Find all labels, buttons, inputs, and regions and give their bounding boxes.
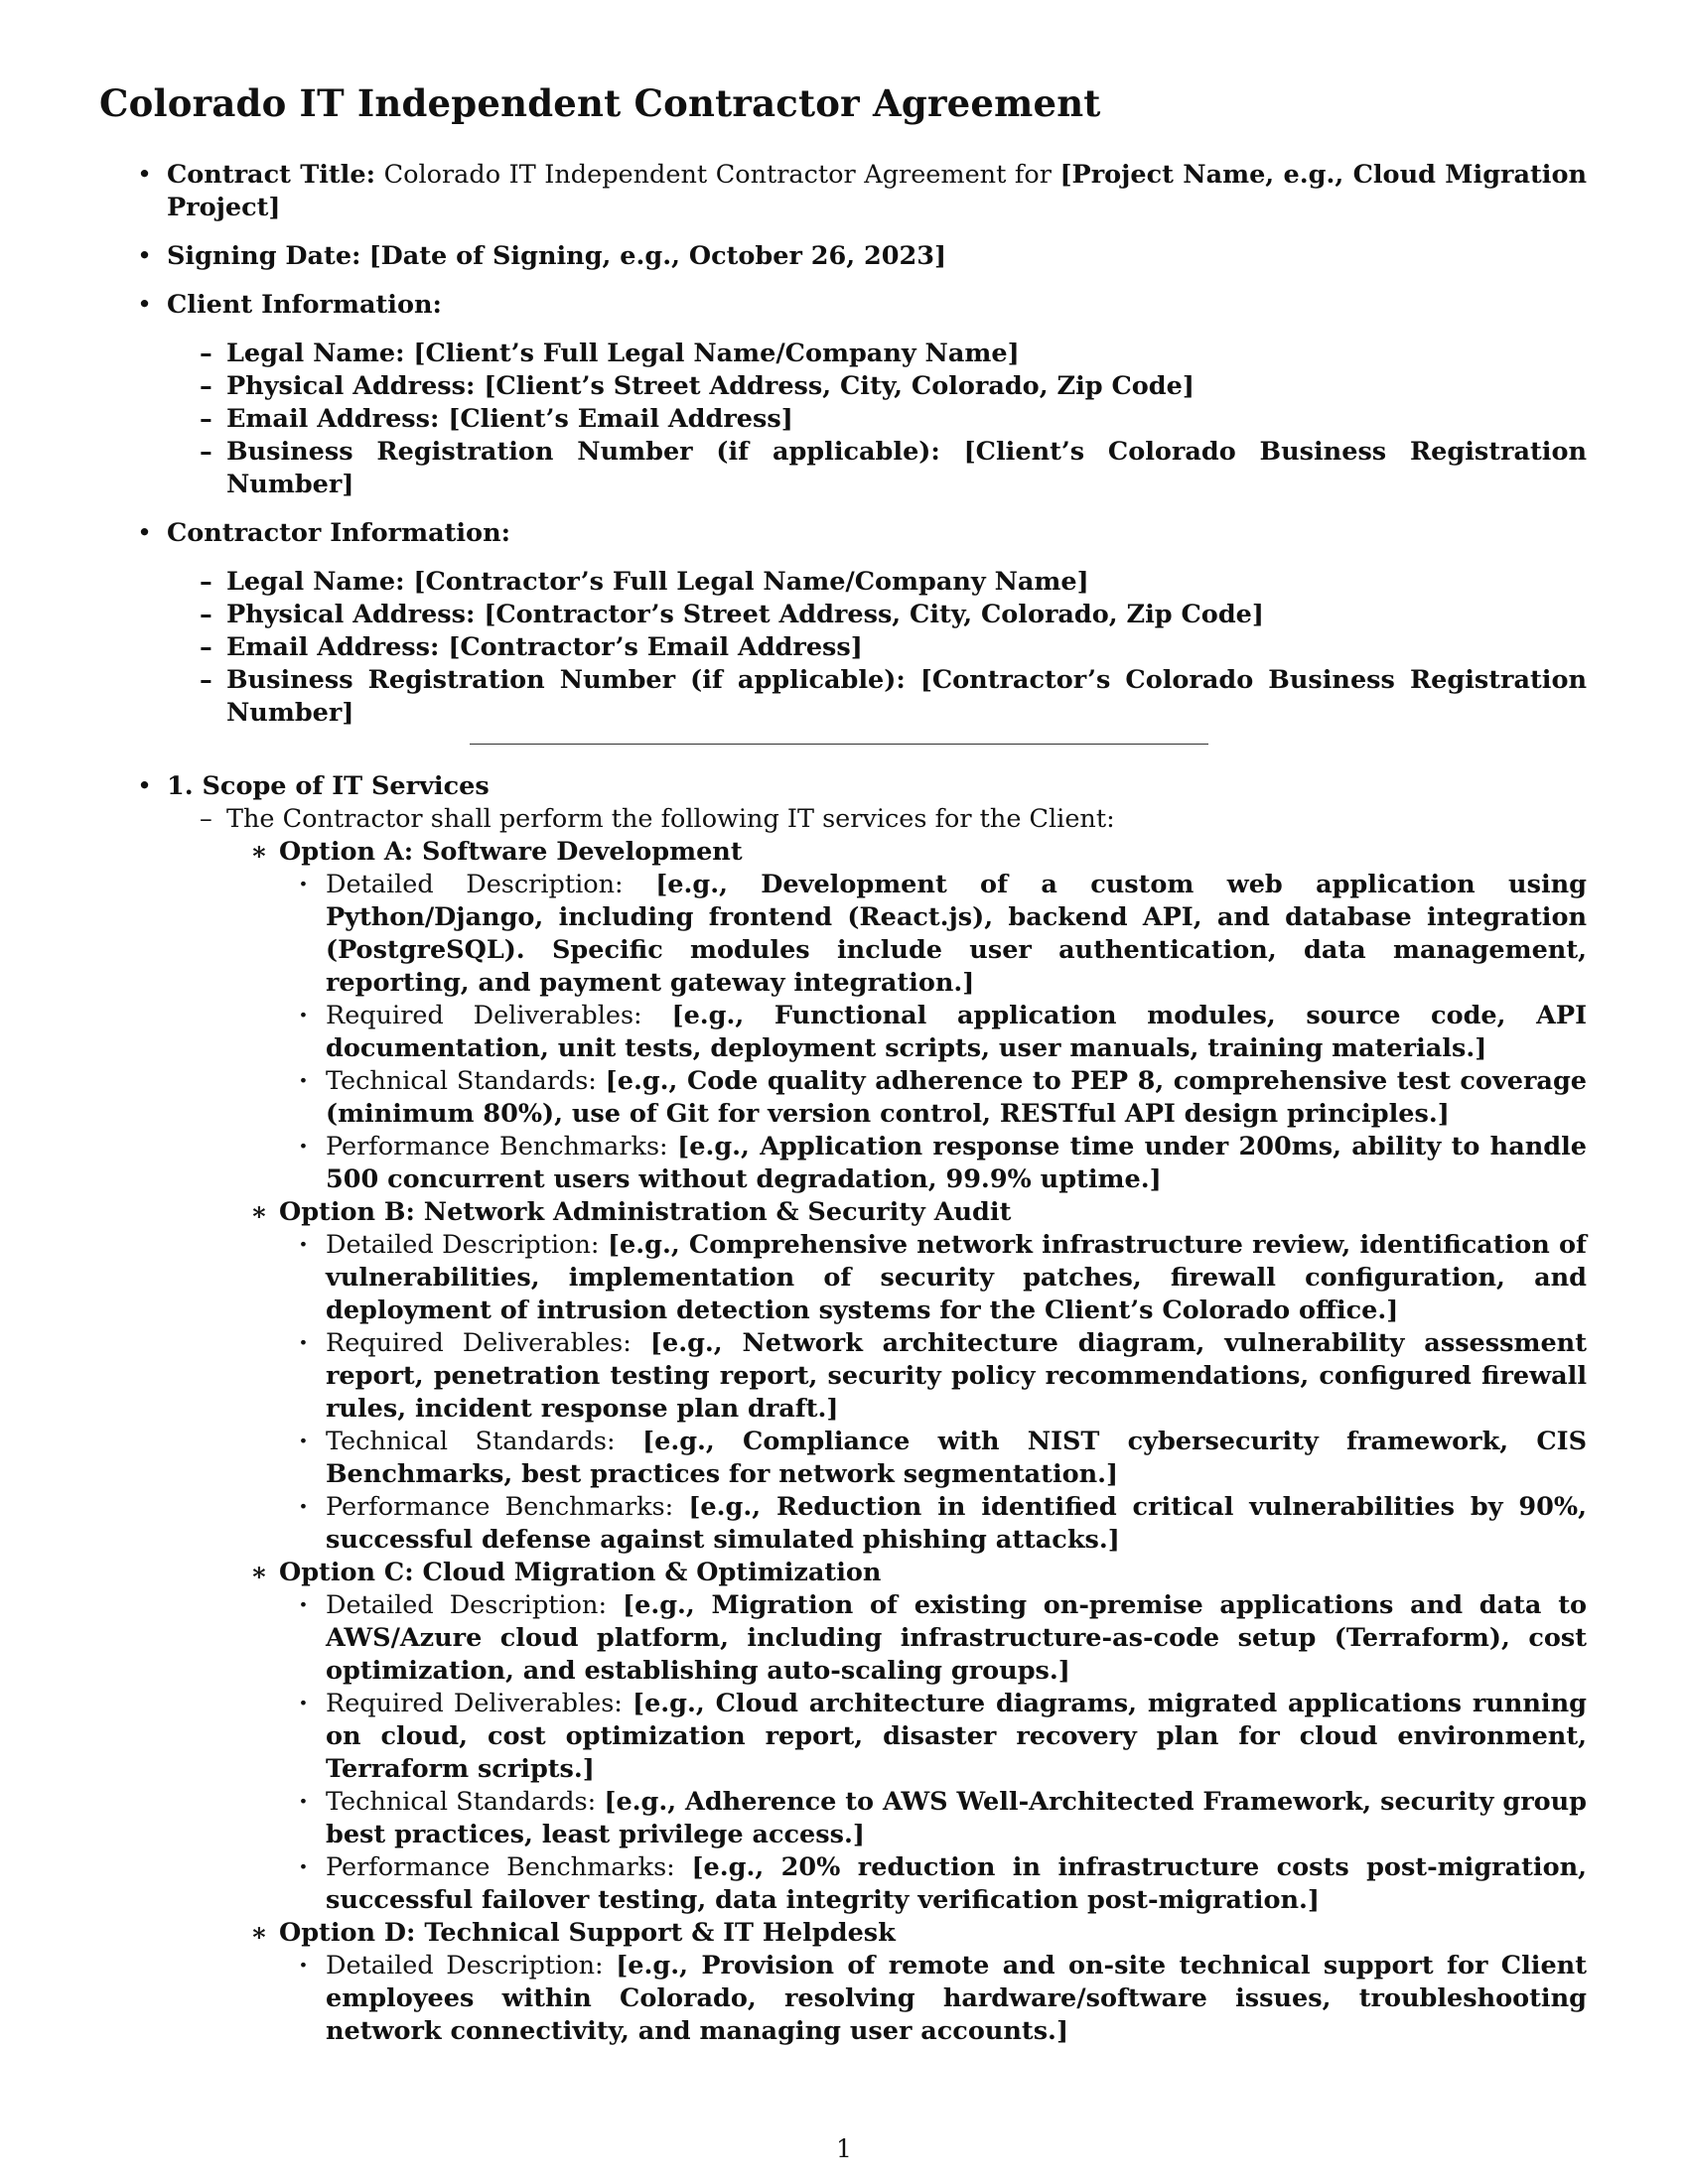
field-value: [e.g., Application response time under 200ms, ability to handle 500 concurrent users without degradation, 99.9% uptime.] <box>326 1132 1587 1194</box>
client-email-address <box>226 403 1587 436</box>
contractor-address-value: [Contractor’s Street Address, City, Colorado, Zip Code] <box>484 600 1264 629</box>
field-label: Performance Benchmarks: <box>326 1132 668 1161</box>
field-label: Required Deliverables: <box>326 1001 642 1030</box>
field-value: [e.g., Compliance with NIST cybersecurity framework, CIS Benchmarks, best practices for network segmentation.] <box>326 1427 1587 1489</box>
field-value: [e.g., Development of a custom web application using Python/Django, including frontend (React.js), backend API, and database integration (PostgreSQL). Specific modules include user authentication, data management, reporting, and payment gateway integration.] <box>326 870 1588 998</box>
contractor-business-registration <box>226 664 1587 730</box>
field-value: [e.g., 20% reduction in infrastructure costs post-migration, successful failover testing, data integrity verification post-migration.] <box>326 1852 1588 1915</box>
field-value: [e.g., Adherence to AWS Well-Architected Framework, security group best practices, least privilege access.] <box>326 1787 1588 1849</box>
client-info-item <box>167 289 1587 322</box>
client-business-registration <box>226 436 1587 501</box>
option-b-description <box>326 1229 1587 1327</box>
contract-title-text: Colorado IT Independent Contractor Agreement for <box>383 160 1052 190</box>
field-label: Technical Standards: <box>326 1787 597 1817</box>
contract-title-label: Contract Title: <box>167 160 376 190</box>
scope-intro: – The Contractor shall perform the following IT services for the Client: <box>226 803 1587 836</box>
contractor-registration-label: Business Registration Number (if applicable): <box>226 665 906 695</box>
signing-date-label: Signing Date: <box>167 241 361 271</box>
contractor-email-label: Email Address: <box>226 632 440 662</box>
section-divider <box>470 744 1208 745</box>
client-address-value: [Client’s Street Address, City, Colorado, Zip Code] <box>484 371 1195 401</box>
option-a-standards <box>326 1065 1587 1131</box>
field-value: [e.g., Migration of existing on-premise applications and data to AWS/Azure cloud platform, including infrastructure-as-code setup (Terraform), cost optimization, and establishing auto-scaling groups.] <box>326 1590 1587 1686</box>
option-b-benchmarks <box>326 1491 1587 1557</box>
scope-heading: 1. Scope of IT Services <box>167 771 490 801</box>
contractor-email-address <box>226 631 1587 664</box>
field-value: [e.g., Provision of remote and on-site technical support for Client employees within Colorado, resolving hardware/software issues, troubleshooting network connectivity, and managing user accounts.] <box>326 1951 1588 2046</box>
option-c-benchmarks <box>326 1851 1587 1917</box>
field-label: Technical Standards: <box>326 1427 616 1456</box>
contractor-legal-name-label: Legal Name: <box>226 567 405 597</box>
contractor-legal-name <box>226 566 1587 599</box>
field-label: Detailed Description: <box>326 1590 608 1620</box>
client-legal-name-label: Legal Name: <box>226 339 405 368</box>
contractor-registration-value: [Contractor’s Colorado Business Registration Number] <box>226 665 1587 728</box>
client-info-list <box>167 338 1587 501</box>
contract-title-item <box>167 159 1587 224</box>
field-label: Technical Standards: <box>326 1066 597 1096</box>
field-value: [e.g., Code quality adherence to PEP 8, comprehensive test coverage (minimum 80%), use of Git for version control, RESTful API design principles.] <box>326 1066 1587 1129</box>
scope-section <box>167 770 1587 2048</box>
option-a-description <box>326 869 1587 1000</box>
option-a-benchmarks <box>326 1131 1587 1196</box>
signing-date-item <box>167 240 1587 273</box>
contractor-info-label: Contractor Information: <box>167 518 511 548</box>
client-address-label: Physical Address: <box>226 371 476 401</box>
client-info-label: Client Information: <box>167 290 442 320</box>
client-registration-value: [Client’s Colorado Business Registration Number] <box>226 437 1588 499</box>
option-d-description <box>326 1950 1587 2048</box>
field-value: [e.g., Comprehensive network infrastructure review, identification of vulnerabilities, implementation of security patches, firewall configuration, and deployment of intrusion detection systems for the Client’s Colorado office.] <box>326 1230 1587 1325</box>
client-email-value: [Client’s Email Address] <box>448 404 793 434</box>
header-list <box>167 159 1587 730</box>
field-value: [e.g., Cloud architecture diagrams, migrated applications running on cloud, cost optimization report, disaster recovery plan for cloud environment, Terraform scripts.] <box>326 1689 1587 1784</box>
contractor-info-item <box>167 517 1587 550</box>
field-label: Performance Benchmarks: <box>326 1852 675 1882</box>
contractor-physical-address <box>226 599 1587 631</box>
client-physical-address <box>226 370 1587 403</box>
option-a-deliverables <box>326 1000 1587 1065</box>
option-a-title: ∗ Option A: Software Development <box>279 836 1587 869</box>
field-value: [e.g., Functional application modules, source code, API documentation, unit tests, deployment scripts, user manuals, training materials.] <box>326 1001 1588 1063</box>
option-d-title: ∗ Option D: Technical Support & IT Helpdesk <box>279 1917 1587 1950</box>
signing-date-value: [Date of Signing, e.g., October 26, 2023] <box>368 241 947 271</box>
client-legal-name <box>226 338 1587 370</box>
document-title: Colorado IT Independent Contractor Agreement <box>99 81 1101 125</box>
option-c-deliverables <box>326 1688 1587 1786</box>
client-registration-label: Business Registration Number (if applicable): <box>226 437 940 467</box>
contractor-info-list <box>167 566 1587 730</box>
option-c-description <box>326 1589 1587 1688</box>
field-value: [e.g., Reduction in identified critical vulnerabilities by 90%, successful defense against simulated phishing attacks.] <box>326 1492 1588 1555</box>
contractor-legal-name-value: [Contractor’s Full Legal Name/Company Name] <box>413 567 1089 597</box>
contract-title-value: [Project Name, e.g., Cloud Migration Project] <box>167 160 1588 222</box>
option-b-standards <box>326 1426 1587 1491</box>
scope-heading-item <box>167 770 1587 803</box>
field-label: Detailed Description: <box>326 1951 604 1980</box>
contractor-email-value: [Contractor’s Email Address] <box>448 632 863 662</box>
field-label: Required Deliverables: <box>326 1689 623 1718</box>
option-c-standards <box>326 1786 1587 1851</box>
field-label: Detailed Description: <box>326 870 624 899</box>
option-c-title: ∗ Option C: Cloud Migration & Optimization <box>279 1557 1587 1589</box>
client-email-label: Email Address: <box>226 404 440 434</box>
option-b-title: ∗ Option B: Network Administration & Security Audit <box>279 1196 1587 1229</box>
field-label: Required Deliverables: <box>326 1328 632 1358</box>
field-value: [e.g., Network architecture diagram, vulnerability assessment report, penetration testing report, security policy recommendations, configured firewall rules, incident response plan draft.] <box>326 1328 1588 1424</box>
field-label: Detailed Description: <box>326 1230 600 1260</box>
field-label: Performance Benchmarks: <box>326 1492 674 1522</box>
client-legal-name-value: [Client’s Full Legal Name/Company Name] <box>413 339 1020 368</box>
page-number: 1 <box>836 2134 852 2163</box>
option-b-deliverables <box>326 1327 1587 1426</box>
contractor-address-label: Physical Address: <box>226 600 476 629</box>
